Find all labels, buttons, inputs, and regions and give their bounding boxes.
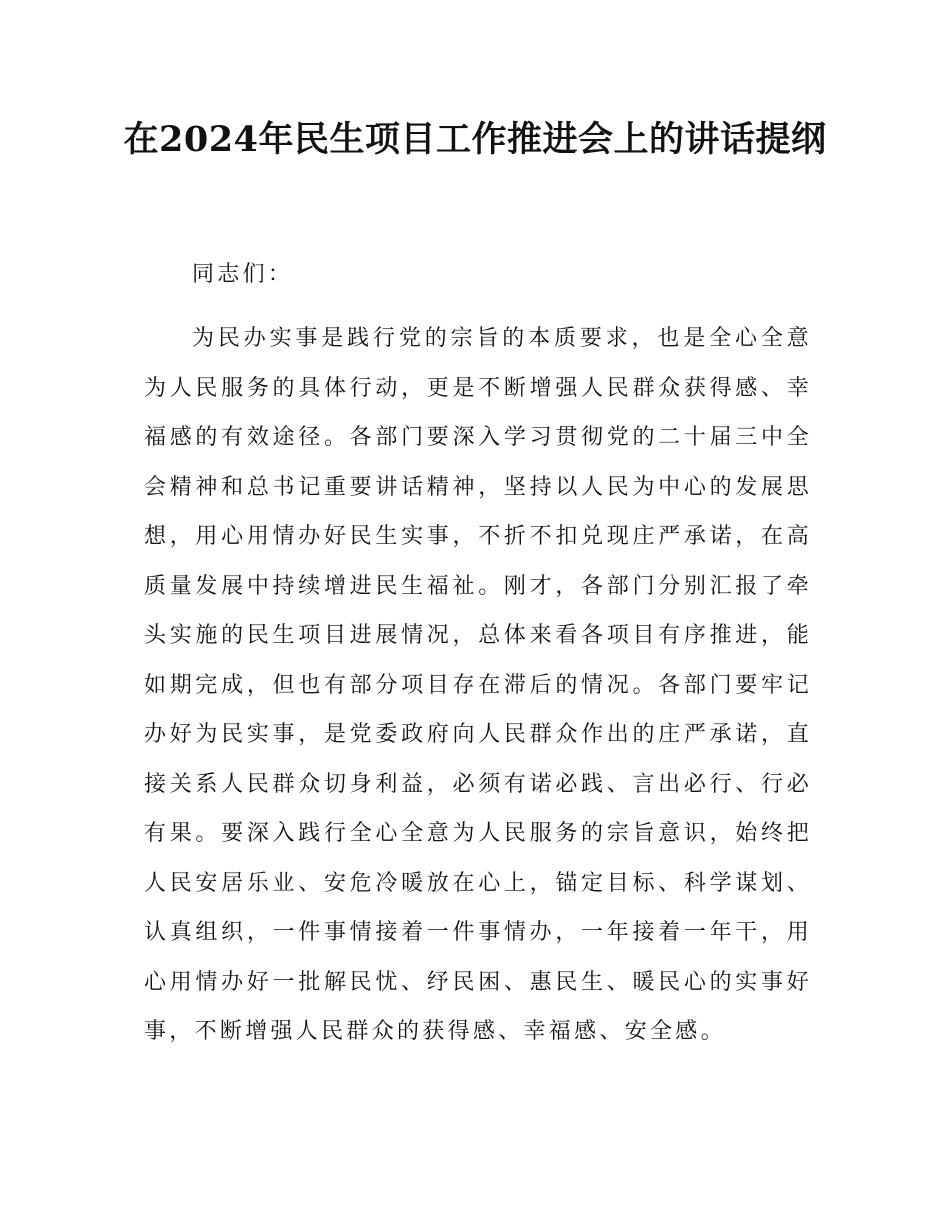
body-paragraph: 为民办实事是践行党的宗旨的本质要求，也是全心全意为人民服务的具体行动，更是不断增强人民群众获得感、幸福感的有效途径。各部门要深入学习贯彻党的二十届三中全会精神和总书记重要讲话精神，坚持以人民为中心的发展思想，用心用情办好民生实事，不折不扣兑现庄严承诺，在高质量发展中持续增进民生福祉。刚才，各部门分别汇报了牵头实施的民生项目进展情况，总体来看各项目有序推进，能如期完成，但也有部分项目存在滞后的情况。各部门要牢记办好为民实事，是党委政府向人民群众作出的庄严承诺，直接关系人民群众切身利益，必须有诺必践、言出必行、行必有果。要深入践行全心全意为人民服务的宗旨意识，始终把人民安居乐业、安危冷暖放在心上，锚定目标、科学谋划、认真组织，一件事情接着一件事情办，一年接着一年干，用心用情办好一批解民忧、纾民困、惠民生、暖民心的实事好事，不断增强人民群众的获得感、幸福感、安全感。 bbox=[144, 326, 812, 1044]
salutation: 同志们： bbox=[192, 262, 294, 287]
document-title: 在2024年民生项目工作推进会上的讲话提纲 bbox=[123, 119, 827, 160]
